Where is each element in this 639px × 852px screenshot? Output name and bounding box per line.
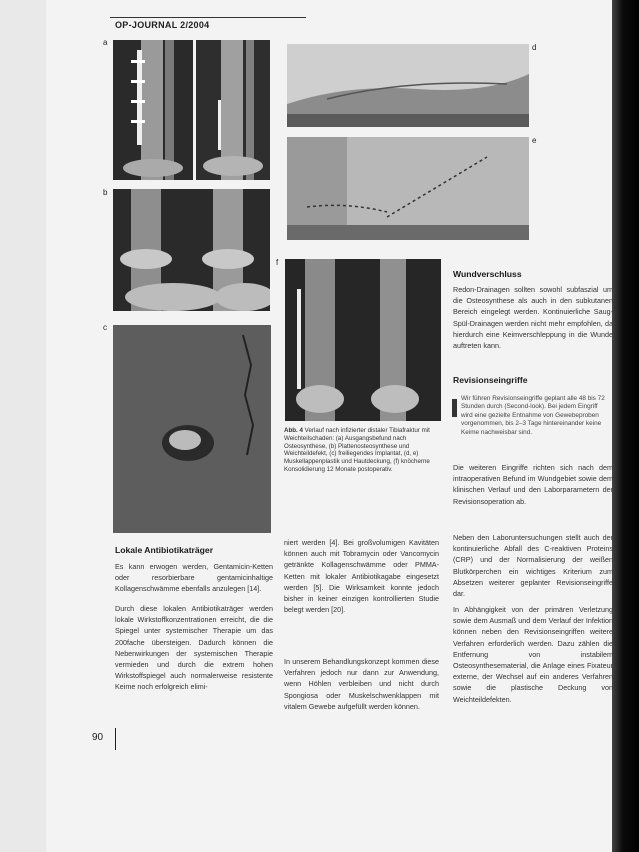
figure-d-leg-photo: [287, 44, 529, 127]
journal-header: OP-JOURNAL 2/2004: [115, 20, 210, 30]
paragraph-revision-1: Die weiteren Eingriffe richten sich nach dem intraoperativen Befund im Wundgebiet sowie dem klinischen Verlauf und den Laborparametern der Revisionsoperation ab.: [453, 463, 613, 506]
figure-a-xray-right: [196, 40, 270, 180]
scan-margin: [0, 0, 46, 852]
highlight-marker: [452, 399, 457, 417]
heading-wundverschluss: Wundverschluss: [453, 269, 522, 279]
paragraph-mid-2: In unserem Behandlungskonzept kommen diese Verfahren jedoch nur dann zur Anwendung, wenn Höhlen verbleiben und nicht durch Spongiosa oder Muskelschwenklappen mit vitalem Gewebe aufgefüllt werden können.: [284, 657, 439, 711]
paragraph-left-2: Durch diese lokalen Antibiotikaträger werden lokale Wirkstoffkonzentrationen erreicht, die die Spiegel unter systemischer Therapie um das 200fache übersteigen. Dadurch können die Nebenwirkungen der systemischen Therapie vermieden und durch die extrem hohen Wirkstoffspiegel auch normalerweise resistente Keime noch erfolgreich elimi-: [115, 604, 273, 692]
figure-label-d: d: [532, 43, 537, 52]
paragraph-mid-1: niert werden [4]. Bei großvolumigen Kavitäten können auch mit Tobramycin oder Vancomycin getränkte Kollagenschwämme oder PMMA-Ketten mit lokaler Antibiotikagabe eingesetzt werden [5]. Die Wirksamkeit konnte jedoch bisher in keiner einzigen kontrollierten Studie belegt werden [20].: [284, 538, 439, 615]
caption-text: Verlauf nach infizierter distaler Tibiafraktur mit Weichteilschaden: (a) Ausgangsbefund nach Osteosynthese, (b) Plattenosteosynthese und Weichteildefekt, (c) freiliegendes Implantat, (d, e) Muskellappenplastik und Hautdeckung, (f) knöcherne Konsolidierung 12 Monate postoperativ.: [284, 427, 430, 473]
figure-label-f: f: [276, 258, 279, 267]
scan-edge-shadow: [612, 0, 639, 852]
paragraph-wundverschluss: Redon-Drainagen sollten sowohl subfaszial um die Osteosynthese als auch in den subkutanen Bereich eingelegt werden. Kontinuierliche Saug-Spül-Drainagen werden nicht mehr empfohlen, da hierdurch eine Keimverschleppung in die Wunde auftreten kann.: [453, 285, 613, 351]
figure-label-c: c: [103, 323, 107, 332]
heading-lokale-antibiotikatraeger: Lokale Antibiotikaträger: [115, 545, 214, 555]
caption-lead: Abb. 4: [284, 427, 303, 434]
figure-label-e: e: [532, 136, 537, 145]
paragraph-revision-3: In Abhängigkeit von der primären Verletzung sowie dem Ausmaß und dem Verlauf der Infektion können neben den Revisionseingriffen weitere Verfahren erforderlich werden. Dazu zählen die Entfernung von instabilem Osteosynthesematerial, die Anlage eines Fixateur externe, der Wechsel auf ein anderes Verfahren sowie die plastische Deckung von Weichteildefekten.: [453, 605, 613, 704]
figure-b-xray: [113, 189, 270, 311]
heading-revisionseingriffe: Revisionseingriffe: [453, 375, 528, 385]
figure-e-leg-photo: [287, 137, 529, 240]
figure-a-xray-left: [113, 40, 193, 180]
paragraph-revision-2: Neben den Laboruntersuchungen stellt auch der kontinuierliche Abfall des C-reaktiven Proteins (CRP) und der Normalisierung der weißen Blutkörperchen ein wichtiges Kriterium zum Absetzen weiterer geplanter Revisionseingriffe dar.: [453, 533, 613, 599]
figure-label-a: a: [103, 38, 108, 47]
highlight-text: Wir führen Revisionseingriffe geplant alle 48 bis 72 Stunden durch (Second-look). Bei jedem Eingriff wird eine gezielte Entnahme von Gewebeproben vorgenommen, bis 2–3 Tage hintereinander keine Keime nachweisbar sind.: [461, 395, 605, 436]
figure-caption: [284, 427, 434, 474]
figure-c-wound-photo: [113, 325, 271, 533]
header-rule: [110, 17, 306, 18]
figure-f-xray: [285, 259, 441, 421]
page-number-rule: [115, 728, 116, 750]
highlight-box: [452, 395, 612, 450]
page-number: 90: [92, 732, 104, 743]
paragraph-left-1: Es kann erwogen werden, Gentamicin-Ketten oder resorbierbare gentamicinhaltige Kollagenschwämme ebenfalls anzulegen [14].: [115, 562, 273, 594]
figure-label-b: b: [103, 188, 108, 197]
